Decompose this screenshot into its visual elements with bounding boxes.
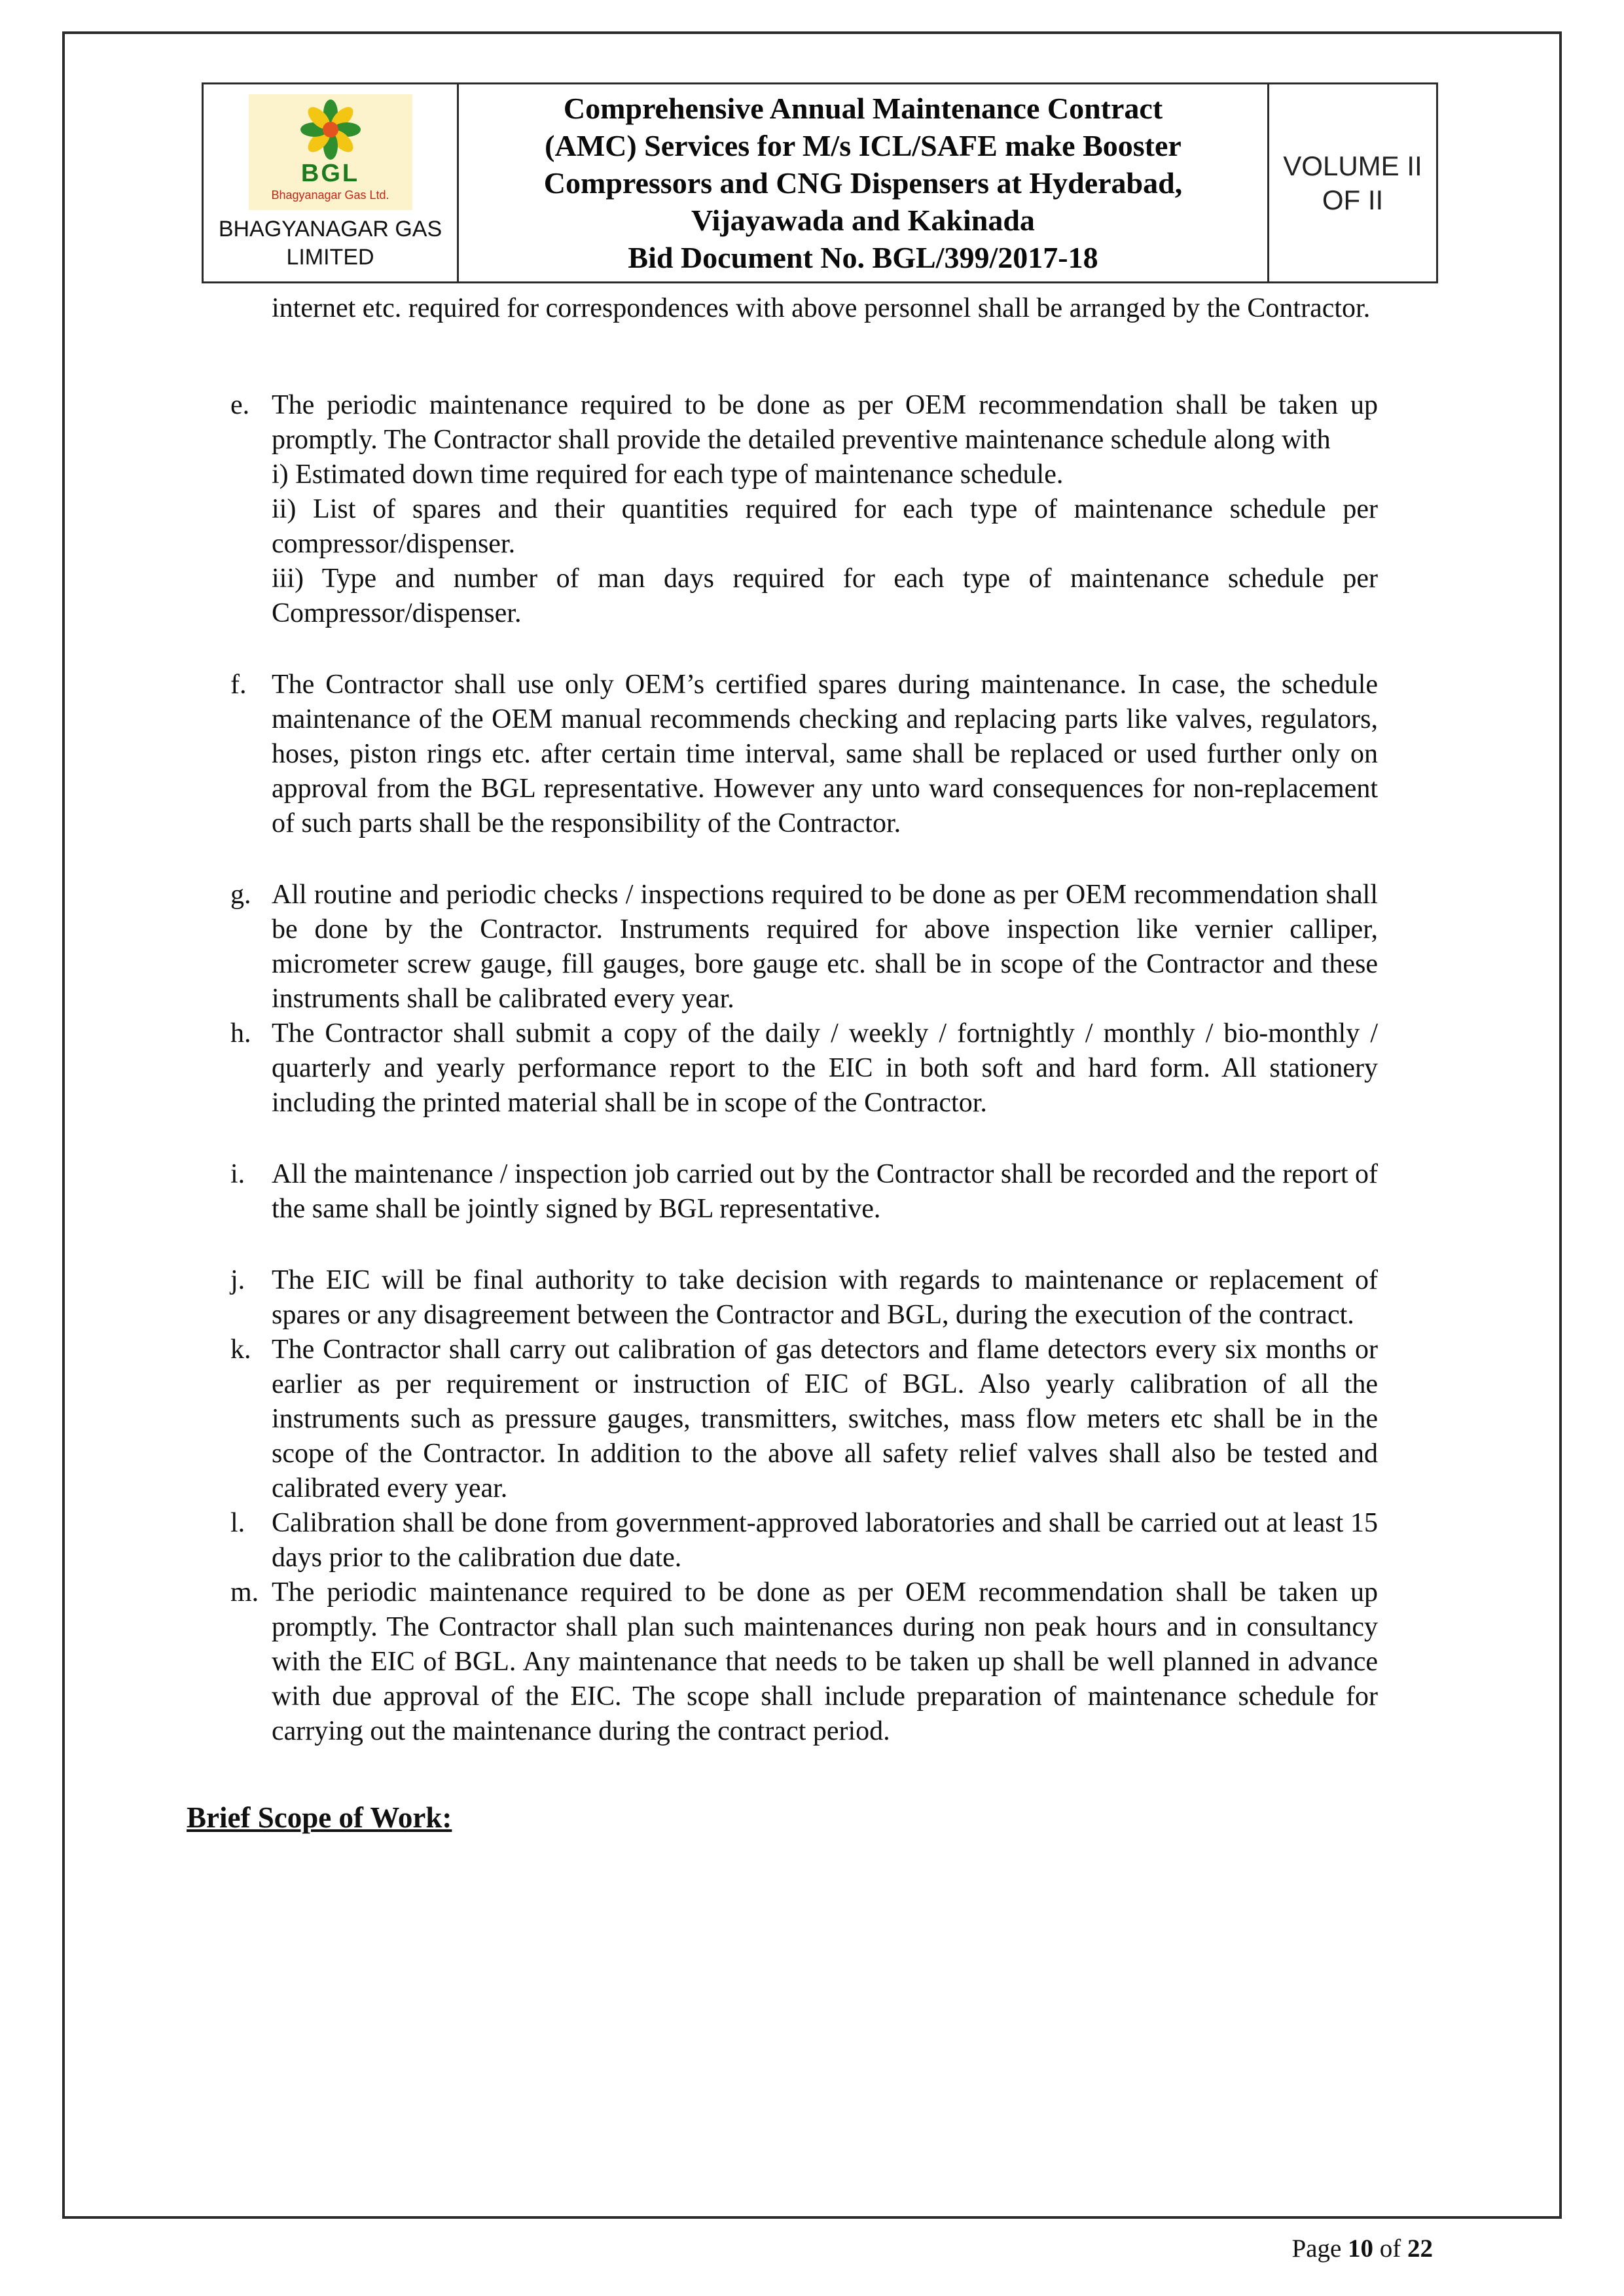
list-marker: j. bbox=[230, 1265, 245, 1295]
list-item-text: The EIC will be final authority to take decision with regards to maintenance or replacement of spares or any disagreement between the Contractor and BGL, during the execution of the contract. bbox=[272, 1265, 1378, 1330]
list-item-text: The periodic maintenance required to be done as per OEM recommendation shall be taken up promptly. The Contractor shall provide the detailed preventive maintenance schedule along with bbox=[272, 390, 1378, 455]
volume-label-line1: VOLUME II bbox=[1283, 150, 1422, 181]
list-marker: f. bbox=[230, 670, 247, 700]
document-title-line: (AMC) Services for M/s ICL/SAFE make Booster bbox=[545, 129, 1182, 162]
footer-of-label: of bbox=[1373, 2234, 1407, 2263]
list-item bbox=[230, 1575, 1378, 1749]
document-title-line: Comprehensive Annual Maintenance Contract bbox=[563, 92, 1163, 125]
title-cell bbox=[458, 84, 1269, 283]
list-item-body bbox=[272, 1333, 1378, 1506]
lettered-list bbox=[230, 388, 1378, 1749]
list-item-subtext: iii) Type and number of man days required for each type of maintenance schedule per Compressor/dispenser. bbox=[272, 564, 1378, 628]
list-item-body bbox=[272, 1506, 1378, 1575]
document-title-line: Vijayawada and Kakinada bbox=[691, 204, 1035, 237]
list-marker: k. bbox=[230, 1335, 251, 1365]
list-item-body bbox=[272, 1157, 1378, 1227]
list-item-subtext: i) Estimated down time required for each type of maintenance schedule. bbox=[272, 459, 1064, 490]
list-item bbox=[230, 388, 1378, 631]
footer-page-total: 22 bbox=[1407, 2234, 1433, 2263]
document-title-line: Compressors and CNG Dispensers at Hyderabad, bbox=[543, 166, 1183, 200]
header-row bbox=[203, 84, 1437, 283]
logo-abbr: BGL bbox=[300, 160, 360, 188]
footer-page-number: 10 bbox=[1348, 2234, 1373, 2263]
list-item-text: All the maintenance / inspection job carried out by the Contractor shall be recorded and the report of the same shall be jointly signed by BGL representative. bbox=[272, 1159, 1378, 1224]
list-marker: i. bbox=[230, 1159, 245, 1189]
list-item bbox=[230, 1016, 1378, 1121]
list-item-text: The Contractor shall use only OEM’s certified spares during maintenance. In case, the schedule maintenance of the OEM manual recommends checking and replacing parts like valves, regulators, hoses, piston rings etc. after certain time interval, same shall be replaced or used further only on approval from the BGL representative. However any unto ward consequences for non-replacement of such parts shall be the responsibility of the Contractor. bbox=[272, 670, 1378, 838]
list-item-body bbox=[272, 1016, 1378, 1121]
list-item-text: The periodic maintenance required to be done as per OEM recommendation shall be taken up promptly. The Contractor shall plan such maintenances during non peak hours and in consultancy with the EIC of BGL. Any maintenance that needs to be taken up shall be well planned in advance with due approval of the EIC. The scope shall include preparation of maintenance schedule for carrying out the maintenance during the contract period. bbox=[272, 1577, 1378, 1746]
list-item bbox=[230, 1263, 1378, 1333]
list-item bbox=[230, 1157, 1378, 1227]
company-name-line2: LIMITED bbox=[286, 244, 374, 270]
header-table bbox=[202, 82, 1438, 283]
page-footer bbox=[1291, 2233, 1433, 2265]
volume-label-line2: OF II bbox=[1322, 184, 1384, 215]
list-item bbox=[230, 668, 1378, 841]
volume-cell bbox=[1269, 84, 1437, 283]
logo-cell bbox=[203, 84, 458, 283]
list-item-body bbox=[272, 1575, 1378, 1749]
list-item-body bbox=[272, 388, 1378, 631]
list-item-subtext: ii) List of spares and their quantities required for each type of maintenance schedule per compressor/dispenser. bbox=[272, 494, 1378, 559]
list-item-body bbox=[272, 1263, 1378, 1333]
list-item-text: Calibration shall be done from government-approved laboratories and shall be carried out at least 15 days prior to the calibration due date. bbox=[272, 1508, 1378, 1573]
bgl-logo bbox=[249, 94, 412, 209]
bid-document-number: Bid Document No. BGL/399/2017-18 bbox=[628, 241, 1098, 274]
list-marker: l. bbox=[230, 1508, 245, 1538]
company-name-line1: BHAGYANAGAR GAS bbox=[218, 216, 442, 242]
flower-icon bbox=[281, 98, 380, 161]
list-item bbox=[230, 878, 1378, 1016]
list-item bbox=[230, 1506, 1378, 1575]
list-item-body bbox=[272, 668, 1378, 841]
continuation-paragraph: internet etc. required for correspondences with above personnel shall be arranged by the Contractor. bbox=[272, 293, 1371, 323]
list-marker: h. bbox=[230, 1018, 251, 1049]
list-item-text: The Contractor shall carry out calibration of gas detectors and flame detectors every six months or earlier as per requirement or instruction of EIC of BGL. Also yearly calibration of all the instruments such as pressure gauges, transmitters, switches, mass flow meters etc shall be in the scope of the Contractor. In addition to the above all safety relief valves shall also be tested and calibrated every year. bbox=[272, 1335, 1378, 1503]
logo-tagline: Bhagyanagar Gas Ltd. bbox=[271, 188, 389, 202]
list-marker: g. bbox=[230, 880, 251, 910]
list-marker: m. bbox=[230, 1577, 259, 1607]
list-item-text: All routine and periodic checks / inspections required to be done as per OEM recommendation shall be done by the Contractor. Instruments required for above inspection like vernier calliper, micrometer screw gauge, fill gauges, bore gauge etc. shall be in scope of the Contractor and these instruments shall be calibrated every year. bbox=[272, 880, 1378, 1014]
list-marker: e. bbox=[230, 390, 250, 420]
list-item bbox=[230, 1333, 1378, 1506]
list-item-text: The Contractor shall submit a copy of the daily / weekly / fortnightly / monthly / bio-monthly / quarterly and yearly performance report to the EIC in both soft and hard form. All stationery including the printed material shall be in scope of the Contractor. bbox=[272, 1018, 1378, 1118]
section-heading-brief-scope-of-work: Brief Scope of Work: bbox=[187, 1801, 452, 1834]
footer-page-label: Page bbox=[1291, 2234, 1348, 2263]
list-item-body bbox=[272, 878, 1378, 1016]
document-body bbox=[0, 291, 1624, 1836]
